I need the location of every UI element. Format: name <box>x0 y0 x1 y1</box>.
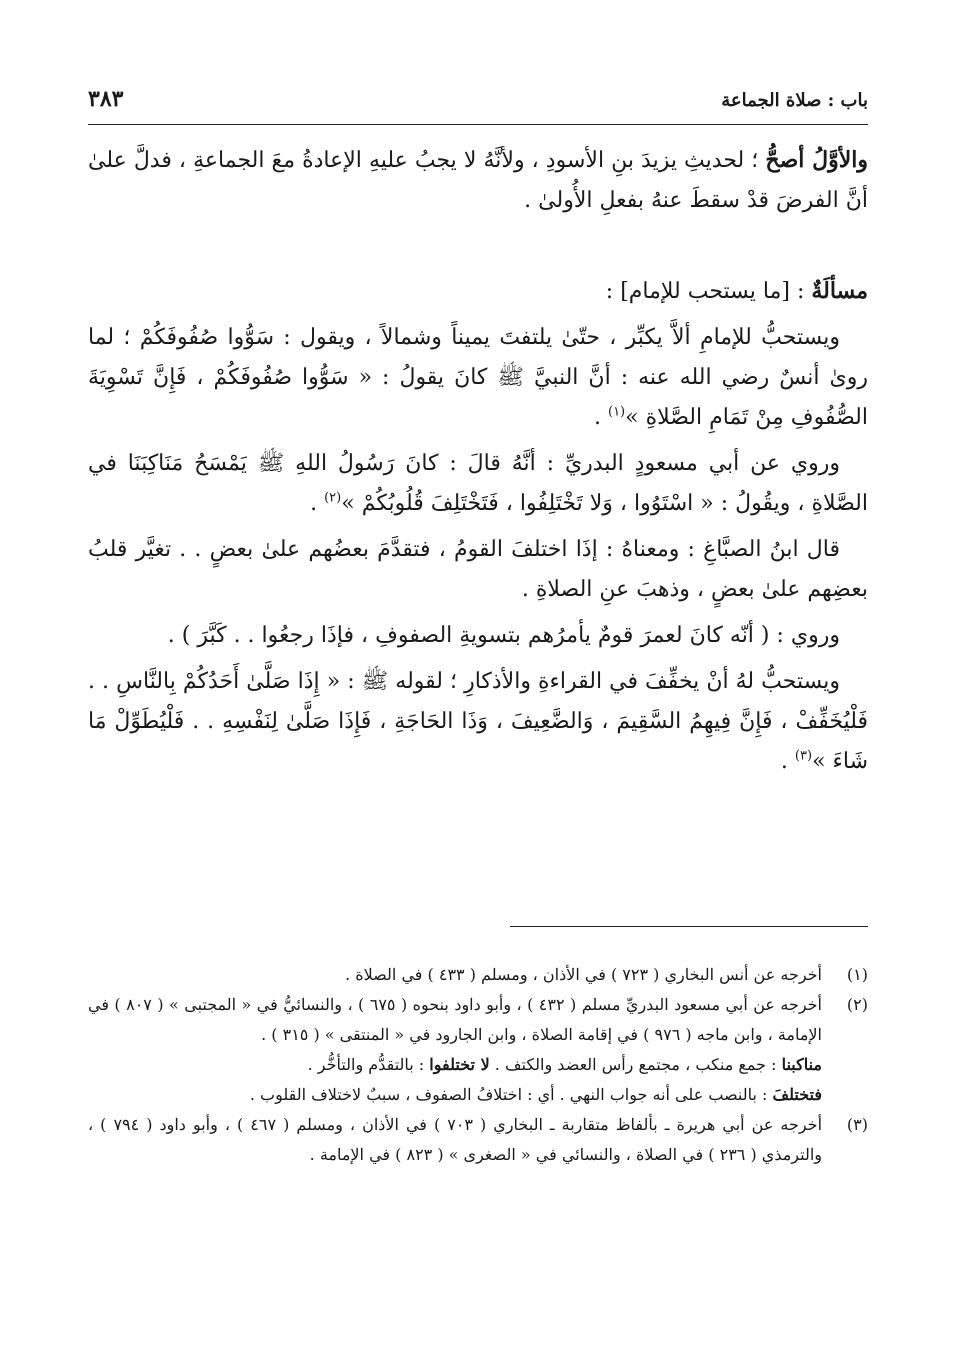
gloss-def-fatakhtalifa: : بالنصب على أنه جواب النهي . أي : اختلافُ الصفوف ، سببٌ لاختلاف القلوب . <box>249 1085 773 1104</box>
footnote-3-text: أخرجه عن أبي هريرة ـ بألفاظ متقاربة ـ البخاري ( ٧٠٣ ) في الأذان ، ومسلم ( ٤٦٧ ) ، وأبو داود ( ٧٩٤ ) ، والترمذي ( ٢٣٦ ) في الصلاة ، والنسائي في « الصغرى » ( ٨٢٣ ) في الإمامة . <box>88 1115 823 1164</box>
paragraph-1-lead: والأوَّلُ أصحُّ <box>765 147 868 173</box>
gloss-def-la-takhtalifu: : بالتقدُّم والتأخُّر . <box>307 1055 430 1074</box>
masala-heading <box>88 271 868 312</box>
page-header <box>88 84 868 125</box>
footnote-2-number: (٢) <box>846 995 868 1014</box>
footnote-1-number: (١) <box>846 965 868 984</box>
running-title: باب : صلاة الجماعة <box>721 90 868 111</box>
footnote-2-gloss-2 <box>88 1080 868 1110</box>
footnote-3-number: (٣) <box>846 1115 868 1134</box>
footnotes <box>88 960 868 1170</box>
footnote-ref-1: (١) <box>607 404 626 420</box>
paragraph-3-end: . <box>310 491 325 516</box>
footnote-ref-3: (٣) <box>794 748 813 764</box>
main-text <box>88 140 868 788</box>
footnote-2 <box>88 990 868 1050</box>
footnote-3 <box>88 1110 868 1170</box>
footnote-1 <box>88 960 868 990</box>
footnote-ref-2: (٢) <box>324 490 342 506</box>
gloss-def-manakibana: : جمع منكب ، مجتمع رأس العضد والكتف . <box>489 1055 782 1074</box>
footnote-1-text: أخرجه عن أنس البخاري ( ٧٢٣ ) في الأذان ، ومسلم ( ٤٣٣ ) في الصلاة . <box>345 965 822 984</box>
paragraph-5: وروي : ( أنّه كانَ لعمرَ قومٌ يأمرُهم بتسويةِ الصفوفِ ، فإذَا رجعُوا . . كَبَّرَ ) . <box>167 623 840 648</box>
gloss-term-manakibana: مناكبنا <box>781 1055 822 1074</box>
masala-label: مسألَةٌ <box>811 278 868 304</box>
paragraph-6 <box>88 662 868 782</box>
paragraph-2 <box>88 318 868 438</box>
page-number: ٣٨٣ <box>88 86 124 112</box>
footnote-2-gloss-1 <box>88 1050 868 1080</box>
paragraph-2-end: . <box>593 405 608 430</box>
footnote-separator <box>510 926 868 927</box>
masala-text: : [ما يستحب للإمام] : <box>605 279 812 304</box>
paragraph-2-text: ويستحبُّ للإمامِ ألاَّ يكبِّر ، حتّىٰ يلتفتَ يميناً وشمالاً ، ويقول : سَوُّوا صُفُوفَكُمْ ؛ لما روىٰ أنسٌ رضي الله عنه : أنَّ النبيَّ ﷺ كانَ يقولُ : « سَوُّوا صُفُوفَكُمْ ، فَإِنَّ تَسْوِيَةَ الصُّفُوفِ مِنْ تَمَامِ الصَّلاةِ » <box>88 325 869 430</box>
gloss-term-fatakhtalifa: فتختلفَ <box>772 1085 822 1104</box>
footnote-2-text: أخرجه عن أبي مسعود البدريِّ مسلم ( ٤٣٢ ) ، وأبو داود بنحوه ( ٦٧٥ ) ، والنسائيُّ في « المجتبى » ( ٨٠٧ ) في الإمامة ، وابن ماجه ( ٩٧٦ ) في إقامة الصلاة ، وابن الجارود في « المنتقى » ( ٣١٥ ) . <box>88 995 823 1044</box>
paragraph-6-end: . <box>780 749 795 774</box>
paragraph-1 <box>88 140 868 221</box>
paragraph-3 <box>88 444 868 524</box>
paragraph-4: قال ابنُ الصبَّاغِ : ومعناهُ : إذَا اختلفَ القومُ ، فتقدَّمَ بعضُهم علىٰ بعضٍ . . تغيَّر قلبُ بعضِهم علىٰ بعضٍ ، وذهبَ عنِ الصلاةِ . <box>88 537 868 602</box>
paragraph-3-text: وروي عن أبي مسعودٍ البدريِّ : أنَّهُ قالَ : كانَ رَسُولُ اللهِ ﷺ يَمْسَحُ مَنَاكِبَنَا في الصَّلاةِ ، ويقُولُ : « اسْتَوُوا ، وَلا تَخْتَلِفُوا ، فَتَخْتَلِفَ قُلُوبُكُمْ » <box>88 451 868 516</box>
paragraph-1-text: ؛ لحديثِ يزيدَ بنِ الأسودِ ، ولأنَّهُ لا يجبُ عليهِ الإعادةُ معَ الجماعةِ ، فدلَّ علىٰ أنَّ الفرضَ قدْ سقطَ عنهُ بفعلِ الأُولىٰ . <box>88 148 868 213</box>
gloss-term-la-takhtalifu: لا تختلفوا <box>429 1055 490 1074</box>
paragraph-6-text: ويستحبُّ لهُ أنْ يخفِّفَ في القراءةِ والأذكارِ ؛ لقوله ﷺ : « إِذَا صَلَّىٰ أَحَدُكُمْ بِالنَّاسِ . . فَلْيُخَفِّفْ ، فَإِنَّ فِيهِمُ السَّقِيمَ ، وَالضَّعِيفَ ، وَذَا الحَاجَةِ ، فَإِذَا صَلَّىٰ لِنَفْسِهِ . . فَلْيُطَوِّلْ مَا شَاءَ » <box>88 669 869 774</box>
